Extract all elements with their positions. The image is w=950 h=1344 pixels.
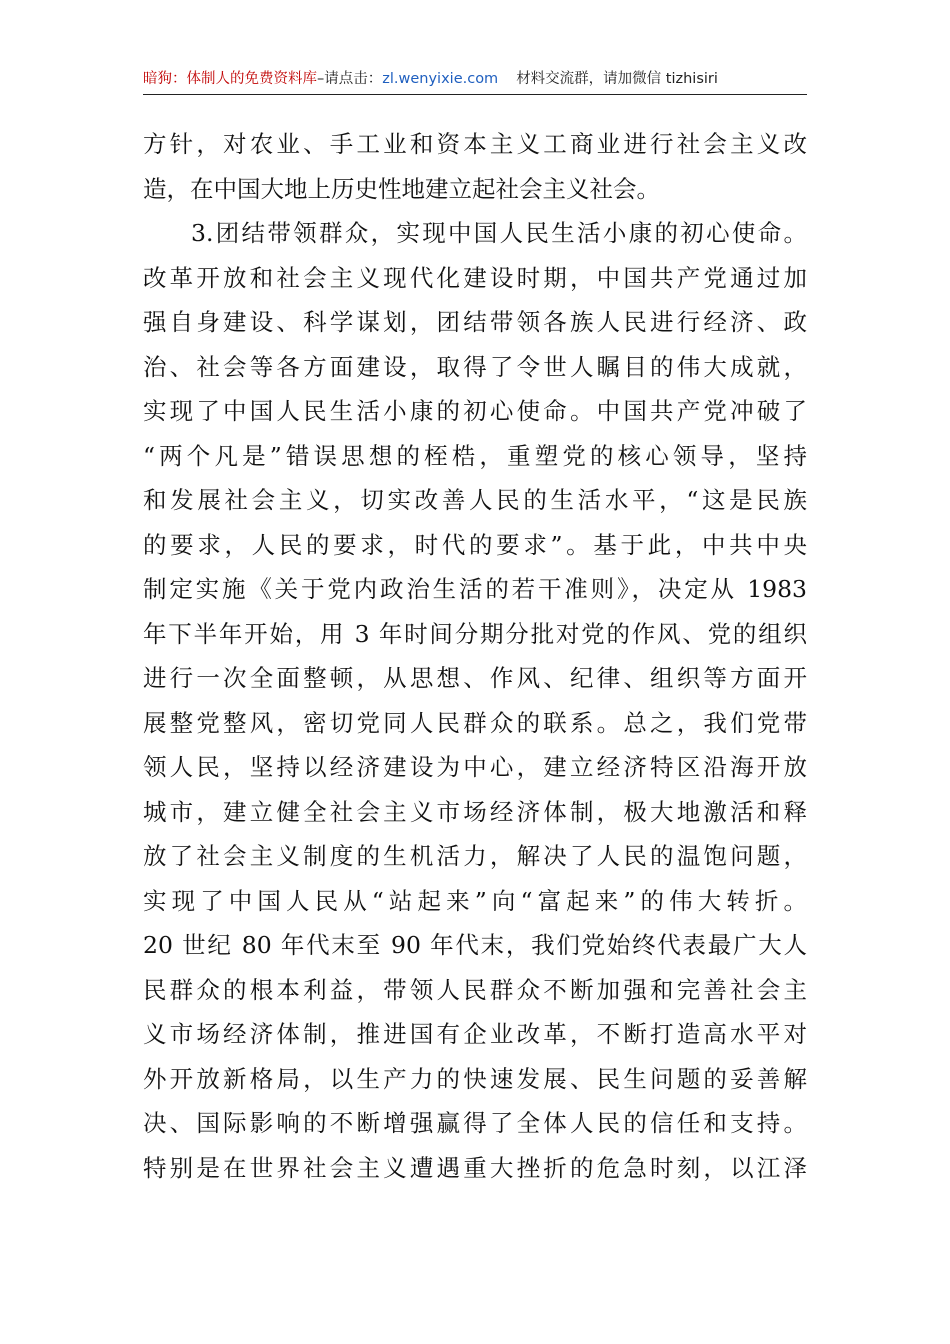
- header-group-note: 材料交流群，请加微信 tizhisiri: [516, 71, 718, 87]
- text-line: 进行一次全面整顿，从思想、作风、纪律、组织等方面开: [143, 664, 807, 692]
- header-link-prefix: –请点击：: [317, 71, 383, 87]
- text-line: 治、社会等各方面建设，取得了令世人瞩目的伟大成就，: [143, 352, 807, 381]
- text-line: 的要求，人民的要求，时代的要求”。基于此，中共中央: [143, 530, 807, 559]
- text-line: 和发展社会主义，切实改善人民的生活水平，“这是民族: [143, 486, 807, 514]
- text-line: 放了社会主义制度的生机活力，解决了人民的温饱问题，: [143, 842, 807, 870]
- text-line: 改革开放和社会主义现代化建设时期，中国共产党通过加: [143, 263, 807, 292]
- text-line: 20 世纪 80 年代末至 90 年代末，我们党始终代表最广大人: [143, 931, 807, 959]
- text-line: 城市，建立健全社会主义市场经济体制，极大地激活和释: [143, 797, 807, 826]
- text-line: 造，在中国大地上历史性地建立起社会主义社会。: [143, 174, 660, 203]
- body-text: [143, 122, 807, 1190]
- header-site-name: 暗狗：体制人的免费资料库: [143, 71, 317, 87]
- text-line: 展整党整风，密切党同人民群众的联系。总之，我们党带: [143, 708, 807, 737]
- text-line: 领人民，坚持以经济建设为中心，建立经济特区沿海开放: [143, 753, 807, 781]
- text-line: 强自身建设、科学谋划，团结带领各族人民进行经济、政: [143, 308, 807, 336]
- text-line: 特别是在世界社会主义遭遇重大挫折的危急时刻，以江泽: [143, 1153, 807, 1182]
- section-heading-line: 3.团结带领群众，实现中国人民生活小康的初心使命。: [191, 219, 807, 247]
- text-line: 年下半年开始，用 3 年时间分期分批对党的作风、党的组织: [143, 619, 807, 648]
- text-line: 实现了中国人民从“站起来”向“富起来”的伟大转折。: [143, 886, 807, 915]
- text-line: 决、国际影响的不断增强赢得了全体人民的信任和支持。: [143, 1109, 807, 1137]
- text-line: 外开放新格局，以生产力的快速发展、民生问题的妥善解: [143, 1064, 807, 1093]
- text-line: “两个凡是”错误思想的桎梏，重塑党的核心领导，坚持: [143, 441, 807, 470]
- text-line: 义市场经济体制，推进国有企业改革，不断打造高水平对: [143, 1020, 807, 1048]
- text-line: 制定实施《关于党内政治生活的若干准则》，决定从 1983: [143, 575, 807, 603]
- header-link[interactable]: zl.wenyixie.com: [382, 71, 499, 87]
- text-line: 民群众的根本利益，带领人民群众不断加强和完善社会主: [143, 975, 807, 1004]
- page-header: [143, 64, 807, 95]
- text-line: 实现了中国人民生活小康的初心使命。中国共产党冲破了: [143, 397, 807, 425]
- text-line: 方针，对农业、手工业和资本主义工商业进行社会主义改: [143, 130, 807, 158]
